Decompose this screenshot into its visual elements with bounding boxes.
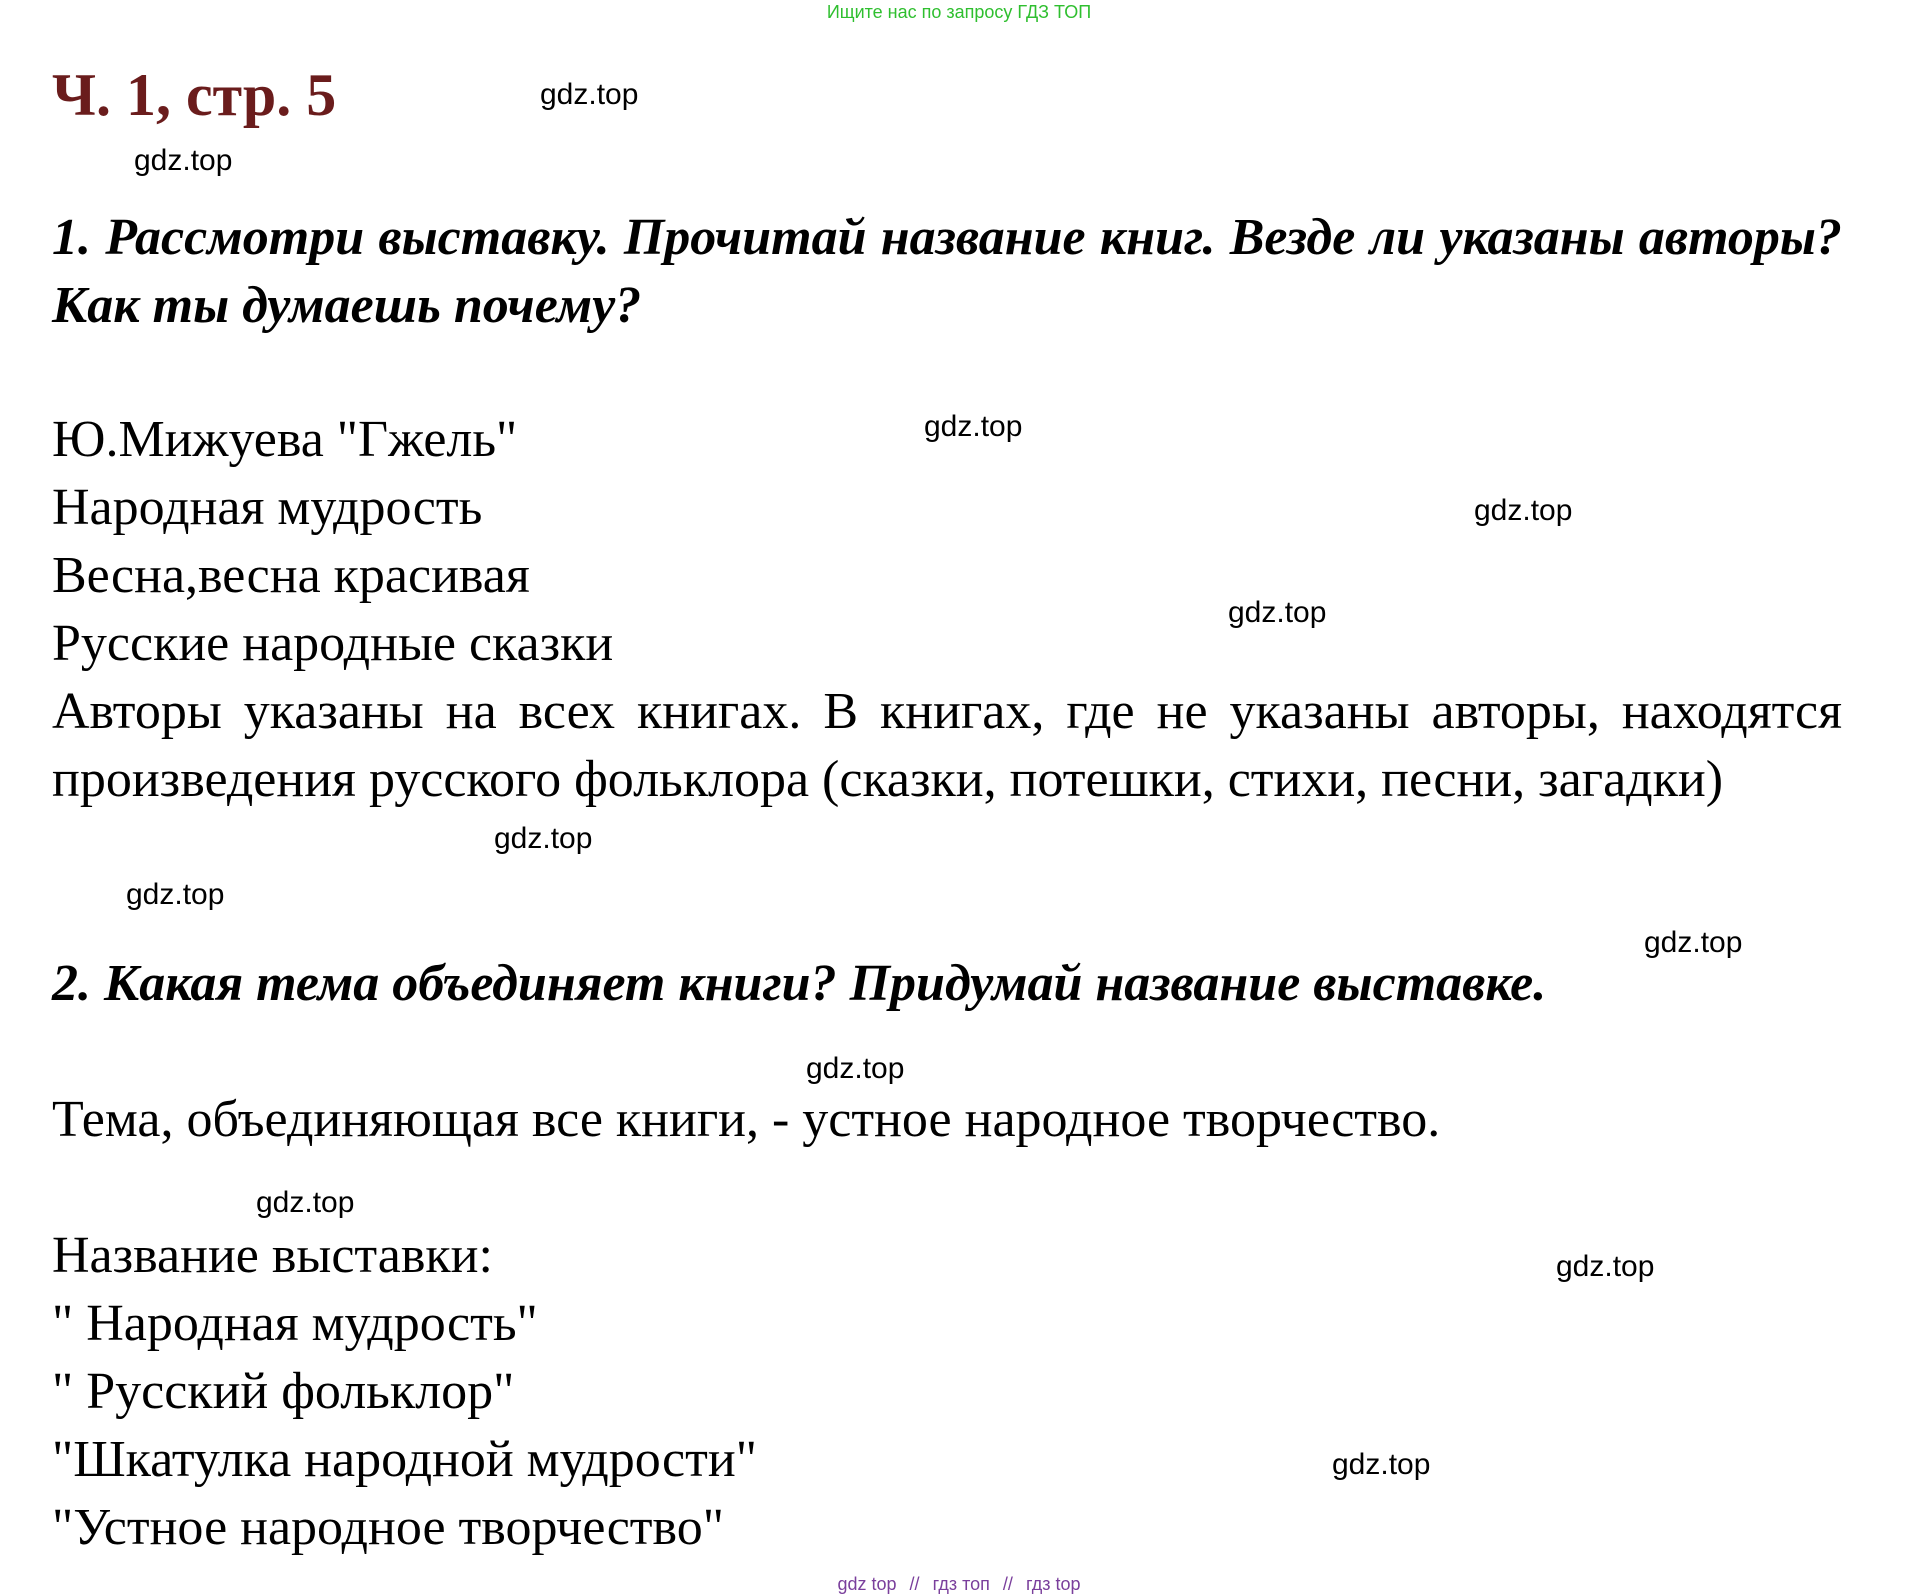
footer-separator: // bbox=[1002, 1574, 1013, 1594]
watermark: gdz.top bbox=[126, 878, 225, 911]
answer-2: Тема, объединяющая все книги, - устное народное творчество. bbox=[52, 1091, 1441, 1148]
page-title: Ч. 1, стр. 5 bbox=[52, 62, 337, 128]
exhibition-name-item: "Устное народное творчество" bbox=[52, 1499, 724, 1556]
top-banner: Ищите нас по запросу ГДЗ ТОП bbox=[826, 2, 1092, 22]
question-2: 2. Какая тема объединяет книги? Придумай название выставке. bbox=[52, 955, 1547, 1012]
watermark: gdz.top bbox=[806, 1052, 905, 1085]
exhibition-names bbox=[52, 1222, 1842, 1562]
exhibition-name-item: " Народная мудрость" bbox=[52, 1295, 538, 1352]
book-item: Русские народные сказки bbox=[52, 615, 614, 672]
book-item: Весна,весна красивая bbox=[52, 547, 530, 604]
watermark: gdz.top bbox=[1332, 1448, 1431, 1481]
watermark: gdz.top bbox=[924, 410, 1023, 443]
exhibition-name-item: " Русский фольклор" bbox=[52, 1363, 515, 1420]
books-list bbox=[52, 406, 1842, 678]
footer-link[interactable]: gdz top bbox=[837, 1574, 897, 1594]
watermark: gdz.top bbox=[134, 144, 233, 177]
answer-1: Авторы указаны на всех книгах. В книгах, где не указаны авторы, находятся произведения русского фольклора (сказки, потешки, стихи, песни, загадки) bbox=[52, 683, 1842, 808]
watermark: gdz.top bbox=[1644, 926, 1743, 959]
exhibition-label: Название выставки: bbox=[52, 1227, 493, 1284]
footer-link[interactable]: гдз top bbox=[1025, 1574, 1081, 1594]
watermark: gdz.top bbox=[256, 1186, 355, 1219]
footer-link[interactable]: гдз топ bbox=[932, 1574, 990, 1594]
question-1: 1. Рассмотри выставку. Прочитай название книг. Везде ли указаны авторы? Как ты думаешь почему? bbox=[52, 209, 1842, 334]
book-item: Народная мудрость bbox=[52, 479, 483, 536]
watermark: gdz.top bbox=[1556, 1250, 1655, 1283]
watermark: gdz.top bbox=[494, 822, 593, 855]
watermark: gdz.top bbox=[540, 78, 639, 111]
footer-links bbox=[0, 1574, 1918, 1595]
footer-separator: // bbox=[909, 1574, 920, 1594]
book-item: Ю.Мижуева "Гжель" bbox=[52, 411, 518, 468]
watermark: gdz.top bbox=[1474, 494, 1573, 527]
watermark: gdz.top bbox=[1228, 596, 1327, 629]
exhibition-name-item: "Шкатулка народной мудрости" bbox=[52, 1431, 757, 1488]
